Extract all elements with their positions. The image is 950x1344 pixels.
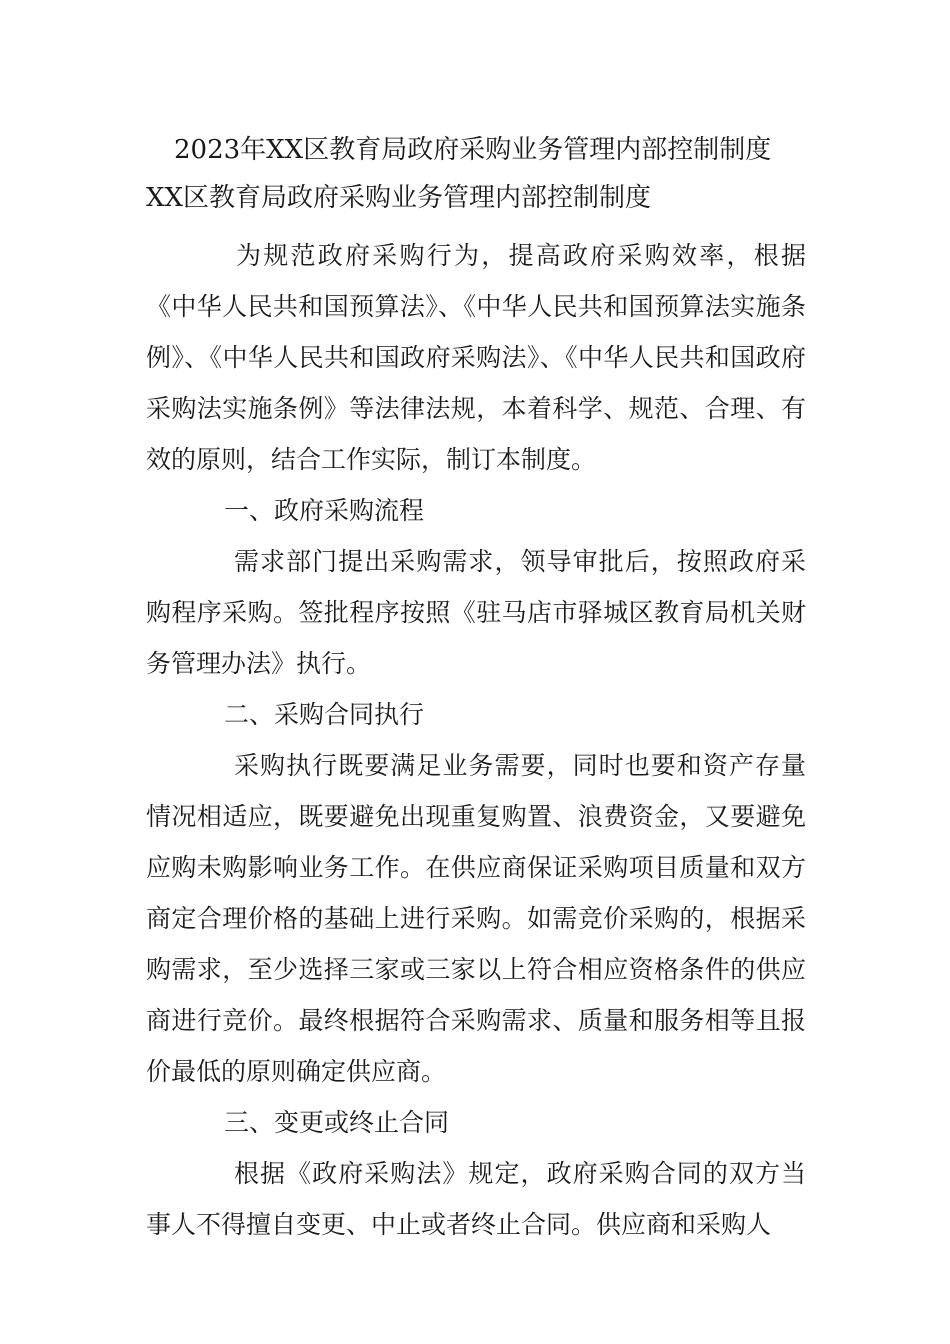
intro-paragraph: 为规范政府采购行为，提高政府采购效率，根据《中华人民共和国预算法》、《中华人民共和国预算法实施条例》、《中华人民共和国政府采购法》、《中华人民共和国政府采购法实施条例》等法律法规，本着科学、规范、合理、有效的原则，结合工作实际，制订本制度。: [146, 241, 806, 474]
document-title: 2023年XX区教育局政府采购业务管理内部控制制度: [174, 135, 772, 165]
document-content: [146, 126, 806, 1250]
section-body-contract-execution: 采购执行既要满足业务需要，同时也要和资产存量情况相适应，既要避免出现重复购置、浪费资金，又要避免应购未购影响业务工作。在供应商保证采购项目质量和双方商定合理价格的基础上进行采购。如需竞价采购的，根据采购需求，至少选择三家或三家以上符合相应资格条件的供应商进行竞价。最终根据符合采购需求、质量和服务相等且报价最低的原则确定供应商。: [146, 751, 806, 1086]
spacer: [146, 222, 806, 230]
document-subtitle: XX区教育局政府采购业务管理内部控制制度: [146, 183, 652, 213]
section-heading-contract-execution: 二、采购合同执行: [224, 700, 425, 729]
section-body-contract-change: 根据《政府采购法》规定，政府采购合同的双方当事人不得擅自变更、中止或者终止合同。供应商和采购人: [146, 1159, 806, 1239]
section-heading-procurement-process: 一、政府采购流程: [224, 496, 425, 525]
section-body-procurement-process: 需求部门提出采购需求，领导审批后，按照政府采购程序采购。签批程序按照《驻马店市驿城区教育局机关财务管理办法》执行。: [146, 547, 806, 678]
section-heading-contract-change: 三、变更或终止合同: [224, 1108, 450, 1137]
